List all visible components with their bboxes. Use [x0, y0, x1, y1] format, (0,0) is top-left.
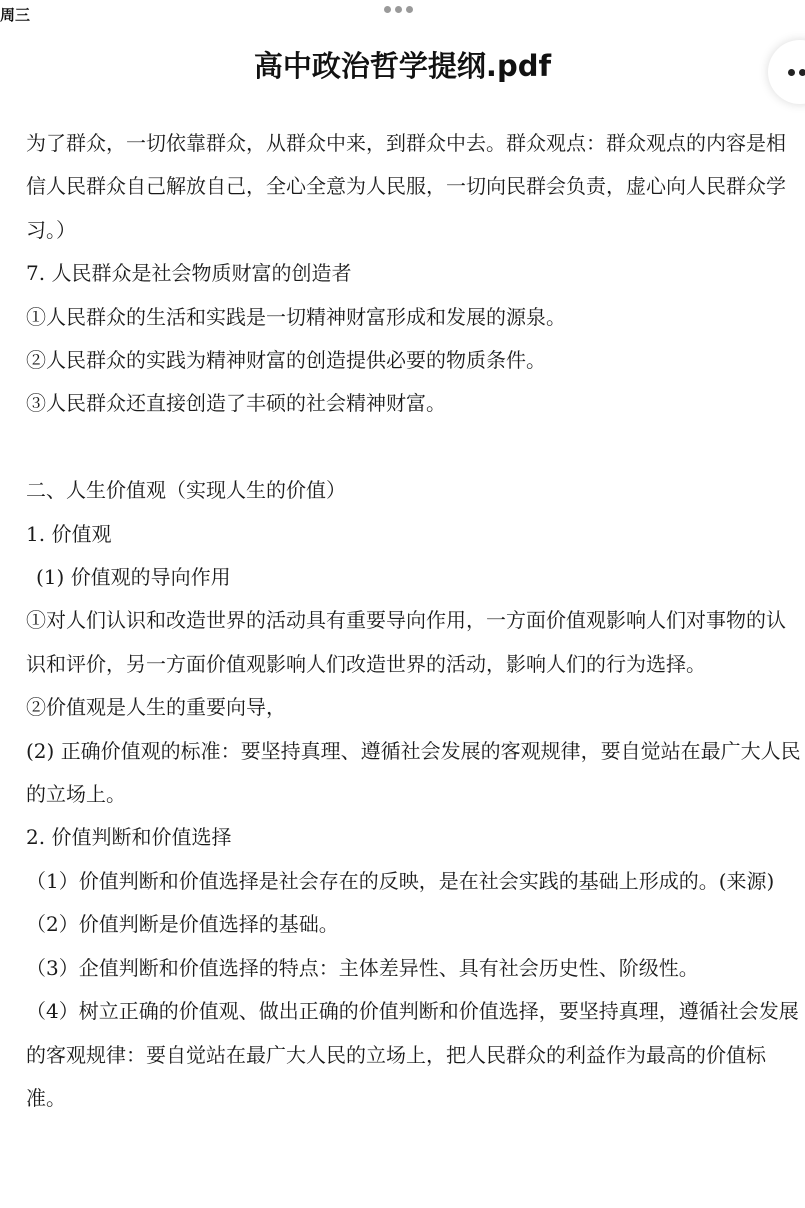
paragraph: ②人民群众的实践为精神财富的创造提供必要的物质条件。	[26, 348, 546, 373]
paragraph: （1）价值判断和价值选择是社会存在的反映，是在社会实践的基础上形成的。(来源)	[26, 868, 775, 893]
drag-handle-dots-icon[interactable]	[384, 6, 413, 13]
paragraph: (1) 价值观的导向作用	[36, 565, 231, 590]
paragraph: 7. 人民群众是社会物质财富的创造者	[26, 261, 352, 286]
paragraph: （2）价值判断是价值选择的基础。	[26, 912, 339, 937]
blank-line	[26, 426, 801, 469]
section-heading: 二、人生价值观（实现人生的价值）	[26, 478, 346, 503]
paragraph: （3）企值判断和价值选择的特点：主体差异性、具有社会历史性、阶级性。	[26, 955, 699, 980]
paragraph: （4）树立正确的价值观、做出正确的价值判断和价值选择，要坚持真理，遵循社会发展的客观规律：要自觉站在最广大人民的立场上，把人民群众的利益作为最高的价值标准。	[26, 999, 799, 1110]
paragraph: 为了群众，一切依靠群众，从群众中来，到群众中去。群众观点：群众观点的内容是相信人民群众自己解放自己，全心全意为人民服，一切向民群会负责，虚心向人民群众学习。）	[26, 131, 786, 242]
paragraph: (2) 正确价值观的标准：要坚持真理、遵循社会发展的客观规律，要自觉站在最广大人民的立场上。	[26, 738, 801, 807]
subsection-heading: 1. 价值观	[26, 521, 112, 546]
paragraph: ①对人们认识和改造世界的活动具有重要导向作用，一方面价值观影响人们对事物的认识和评价，另一方面价值观影响人们改造世界的活动，影响人们的行为选择。	[26, 608, 786, 676]
status-day: 周三	[0, 6, 31, 24]
paragraph: ①人民群众的生活和实践是一切精神财富形成和发展的源泉。	[26, 304, 566, 329]
paragraph: ③人民群众还直接创造了丰硕的社会精神财富。	[26, 391, 446, 416]
paragraph: ②价值观是人生的重要向导，	[26, 695, 286, 720]
subsection-heading: 2. 价值判断和价值选择	[26, 825, 232, 850]
document-content	[26, 122, 801, 1120]
more-options-icon	[788, 69, 795, 76]
document-title: 高中政治哲学提纲.pdf	[253, 49, 552, 83]
